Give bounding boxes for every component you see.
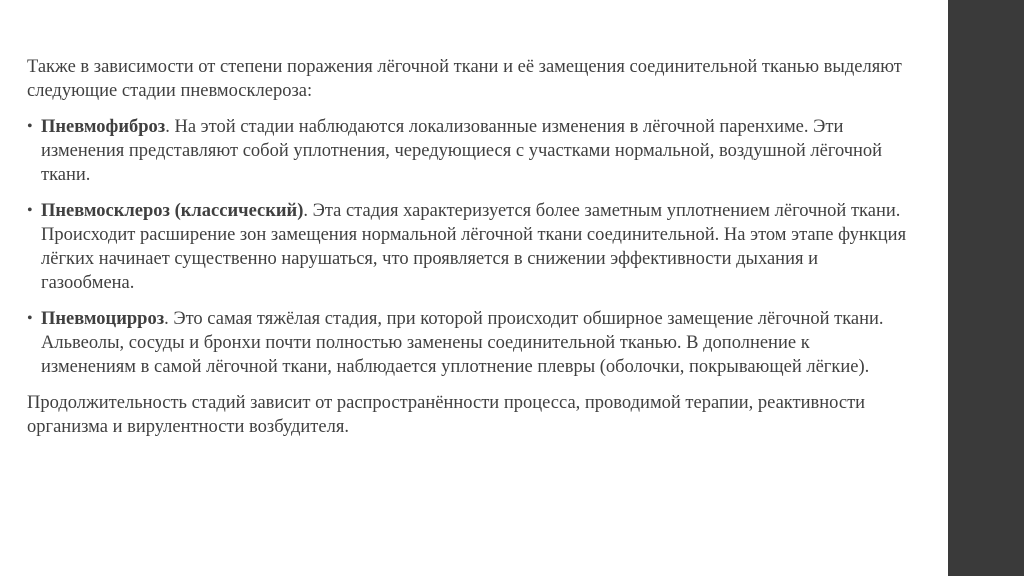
list-item-pneumocirrhosis — [27, 307, 907, 379]
stage-description: . Эта стадия характеризуется более заметным уплотнением лёгочной ткани. Происходит расширение зон замещения нормальной лёгочной ткани соединительной. На этом этапе функция лёгких начинает существенно нарушаться, что проявляется в снижении эффективности дыхания и газообмена. — [41, 201, 907, 293]
list-item-pneumofibrosis — [27, 115, 907, 187]
stages-list — [27, 115, 907, 379]
slide-content — [27, 55, 907, 439]
stage-term: Пневмосклероз (классический) — [41, 201, 304, 221]
stage-term: Пневмоцирроз — [41, 309, 165, 329]
stage-description: . Это самая тяжёлая стадия, при которой происходит обширное замещение лёгочной ткани. Альвеолы, сосуды и бронхи почти полностью заменены соединительной тканью. В дополнение к изменениям в самой лёгочной ткани, наблюдается уплотнение плевры (оболочки, покрывающей лёгкие). — [41, 309, 884, 377]
conclusion-paragraph: Продолжительность стадий зависит от распространённости процесса, проводимой терапии, реактивности организма и вирулентности возбудителя. — [27, 393, 866, 437]
list-item-pneumosclerosis — [27, 199, 907, 295]
bullet-icon: • — [27, 310, 33, 327]
stage-term: Пневмофиброз — [41, 117, 166, 137]
bullet-icon: • — [27, 202, 33, 219]
bullet-icon: • — [27, 118, 33, 135]
intro-paragraph: Также в зависимости от степени поражения лёгочной ткани и её замещения соединительной тканью выделяют следующие стадии пневмосклероза: — [27, 57, 902, 101]
side-bar — [948, 0, 1024, 576]
stage-description: . На этой стадии наблюдаются локализованные изменения в лёгочной паренхиме. Эти изменения представляют собой уплотнения, чередующиеся с участками нормальной, воздушной лёгочной ткани. — [41, 117, 883, 185]
